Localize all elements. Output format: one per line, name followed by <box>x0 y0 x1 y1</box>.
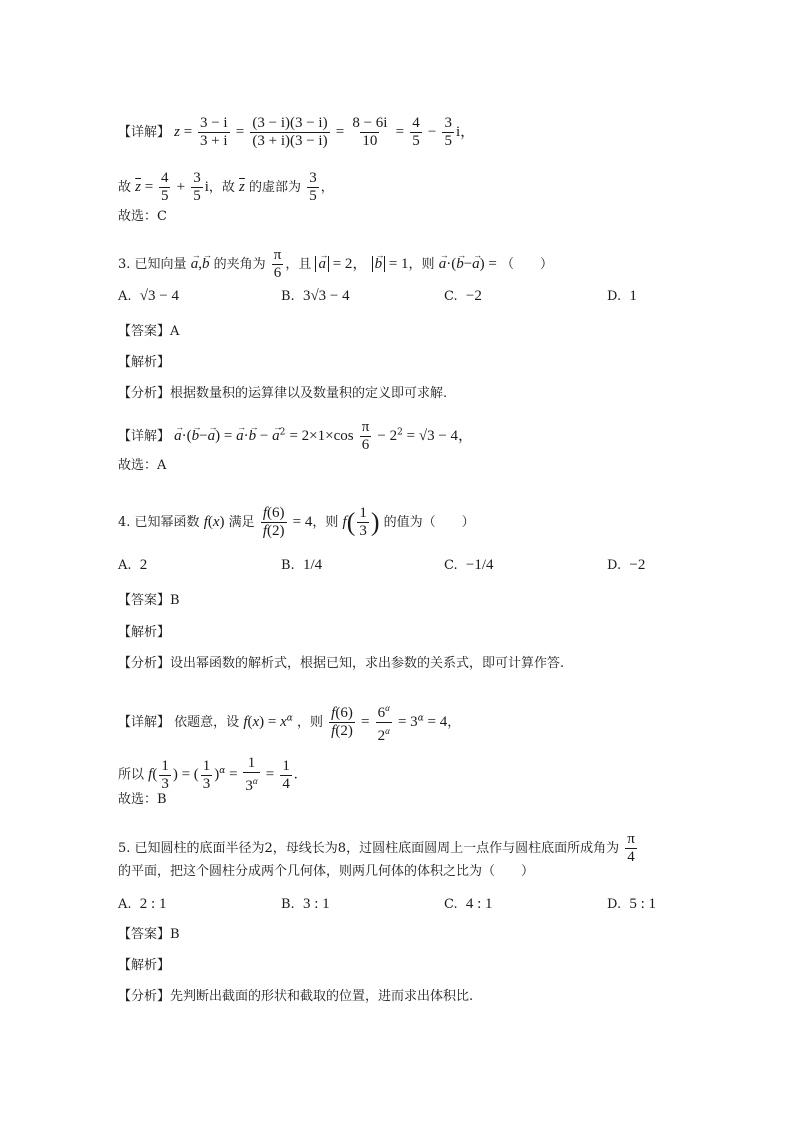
fraction: $\frac{3}{5}$ <box>193 170 201 204</box>
text: 5. 已知圆柱的底面半径为2，母线长为8，过圆柱底面圆周上一点作与圆柱底面所成角为 <box>118 841 620 856</box>
detail-label: 【详解】 <box>118 125 171 140</box>
option-value: 2 : 1 <box>139 896 167 912</box>
option-b[interactable] <box>281 895 330 914</box>
text: 满足 <box>228 515 255 530</box>
detail-line: 【详解】 依题意，设 $f(x) = x^\alpha$ ，则 $\frac{f(6)}{f(2)}$ = $\frac{6^\alpha}{2^\alpha}$ = $3^\alpha = 4$， <box>118 700 460 745</box>
option-value: √3 − 4 <box>139 288 179 304</box>
option-value: 3√3 − 4 <box>302 288 350 304</box>
option-value: 3 : 1 <box>302 896 330 912</box>
option-value: −2 <box>629 557 646 573</box>
option-letter: A. <box>118 289 132 304</box>
so-line: 所以 f( $\frac{1}{3}$ ) = ( $\frac{1}{3}$ )$^\alpha$ = $\frac{1}{3^\alpha}$ = $\frac{1}{4}$ . <box>118 755 298 794</box>
analysis-heading: 【解析】 <box>118 355 171 370</box>
text: ，则 <box>297 715 324 730</box>
fraction: $\frac{\pi}{6}$ <box>361 419 370 453</box>
fraction: $\frac{8 - 6i}{10}$ <box>352 115 388 149</box>
text: ，则 <box>408 257 435 272</box>
option-value: 5 : 1 <box>629 896 657 912</box>
option-a[interactable] <box>118 895 166 914</box>
q2-detail-line: 【详解】 z = $\frac{3 - i}{3 + i}$ = $\frac{(3 - i)(3 - i)}{(3 + i)(3 - i)}$ = $\frac{8 - 6i}{10}$ = $\frac{4}{5}$ − $\frac{3}{5}$ i， <box>118 115 476 149</box>
text: 的虚部为 <box>249 180 302 195</box>
text: 4. 已知幂函数 <box>118 515 200 530</box>
text: 的值为（ ） <box>383 515 475 530</box>
option-letter: D. <box>607 897 622 912</box>
analysis-text: 【分析】先判断出截面的形状和截取的位置，进而求出体积比. <box>118 989 474 1004</box>
option-d[interactable] <box>607 895 656 914</box>
fraction: $\frac{1}{3}$ <box>202 757 211 792</box>
text: （ ） <box>501 257 554 272</box>
text: ， <box>447 715 461 730</box>
text: ，故 <box>208 180 235 195</box>
option-value: 2 <box>139 557 148 573</box>
text: 所以 <box>118 767 145 783</box>
fraction: $\frac{6^\alpha}{2^\alpha}$ <box>377 703 390 744</box>
option-letter: A. <box>118 558 132 573</box>
choice-line: 故选：B <box>118 792 167 807</box>
option-letter: C. <box>444 897 458 912</box>
option-c[interactable] <box>444 895 493 914</box>
option-c[interactable] <box>444 287 482 306</box>
option-letter: B. <box>281 289 295 304</box>
option-letter: C. <box>444 289 458 304</box>
text: 3. 已知向量 <box>118 257 187 272</box>
fraction: $\frac{f(6)}{f(2)}$ <box>262 505 285 539</box>
question-3-stem: 3. 已知向量 → a,→ b 的夹角为 $\frac{\pi}{6}$ ，且 → a = 2， → b = 1，则 → a·(→ b−→ a) = （ ） <box>118 247 553 282</box>
analysis-heading: 【解析】 <box>118 625 171 640</box>
detail-label: 【详解】 <box>118 429 171 444</box>
option-d[interactable] <box>607 287 637 306</box>
fraction: $\frac{\pi}{4}$ <box>627 831 635 865</box>
q2-conjugate-line: 故 $\overline{z}$ = $\frac{4}{5}$ + $\frac{3}{5}$ i，故 $\overline{z}$ 的虚部为 $\frac{3}{5}$ ， <box>118 170 334 204</box>
text: ， <box>320 180 334 195</box>
option-a[interactable] <box>118 287 179 306</box>
answer-line: 【答案】B <box>118 593 180 608</box>
option-a[interactable] <box>118 556 147 575</box>
question-5-stem <box>118 831 639 866</box>
question-5-stem-cont: 的平面，把这个圆柱分成两个几何体，则两几何体的体积之比为（ ） <box>118 864 535 879</box>
option-letter: B. <box>281 897 295 912</box>
option-letter: D. <box>607 558 622 573</box>
option-value: −1/4 <box>465 557 494 573</box>
answer-line: 【答案】A <box>118 324 180 339</box>
analysis-heading: 【解析】 <box>118 958 171 973</box>
fraction: $\frac{4}{5}$ <box>160 170 169 204</box>
text: ，则 <box>312 515 339 530</box>
fraction: $\frac{1}{3^\alpha}$ <box>245 755 258 794</box>
option-d[interactable] <box>607 556 645 575</box>
text: ，且 <box>285 257 312 272</box>
text: 依题意，设 <box>174 715 240 730</box>
option-letter: B. <box>281 558 295 573</box>
fraction: $\frac{3}{5}$ <box>444 115 452 149</box>
option-value: 4 : 1 <box>465 896 493 912</box>
detail-line: 【详解】 → a·(→ b−→ a) = → a·→ b − → $a^2 = 2\times 1\times\cos$ $\frac{\pi}{6}$ − $2^2 = √3 - 4$， <box>118 419 473 454</box>
option-value: −2 <box>465 288 482 304</box>
math-expr: z <box>174 124 180 140</box>
analysis-text: 【分析】根据数量积的运算律以及数量积的定义即可求解. <box>118 386 448 401</box>
analysis-text: 【分析】设出幂函数的解析式，根据已知，求出参数的关系式，即可计算作答. <box>118 656 565 671</box>
option-letter: C. <box>444 558 458 573</box>
fraction: $\frac{3}{5}$ <box>309 170 317 204</box>
fraction: $\frac{1}{4}$ <box>282 757 290 792</box>
choice-line: 故选：A <box>118 458 167 473</box>
fraction: $\frac{4}{5}$ <box>412 115 420 149</box>
option-value: 1 <box>629 288 637 304</box>
question-4-stem: 4. 已知幂函数 f(x) 满足 $\frac{f(6)}{f(2)}$ = 4，则 f( $\frac{1}{3}$ ) 的值为（ ） <box>118 505 475 539</box>
choice-line: 故选：C <box>118 209 167 224</box>
fraction: $\frac{f(6)}{f(2)}$ <box>331 705 353 739</box>
text: 的夹角为 <box>213 257 266 272</box>
fraction: $\frac{1}{3}$ <box>161 757 169 792</box>
option-letter: D. <box>607 289 622 304</box>
option-b[interactable] <box>281 287 350 306</box>
detail-label: 【详解】 <box>118 715 171 730</box>
fraction: $\frac{3 - i}{3 + i}$ <box>199 115 228 149</box>
fraction: $\frac{(3 - i)(3 - i)}{(3 + i)(3 - i)}$ <box>252 115 328 149</box>
option-c[interactable] <box>444 556 494 575</box>
option-letter: A. <box>118 897 132 912</box>
option-value: 1/4 <box>302 557 323 573</box>
text: 故 <box>118 180 132 195</box>
fraction: $\frac{\pi}{6}$ <box>273 247 282 281</box>
answer-line: 【答案】B <box>118 927 180 942</box>
fraction: $\frac{1}{3}$ <box>359 505 367 539</box>
option-b[interactable] <box>281 556 322 575</box>
